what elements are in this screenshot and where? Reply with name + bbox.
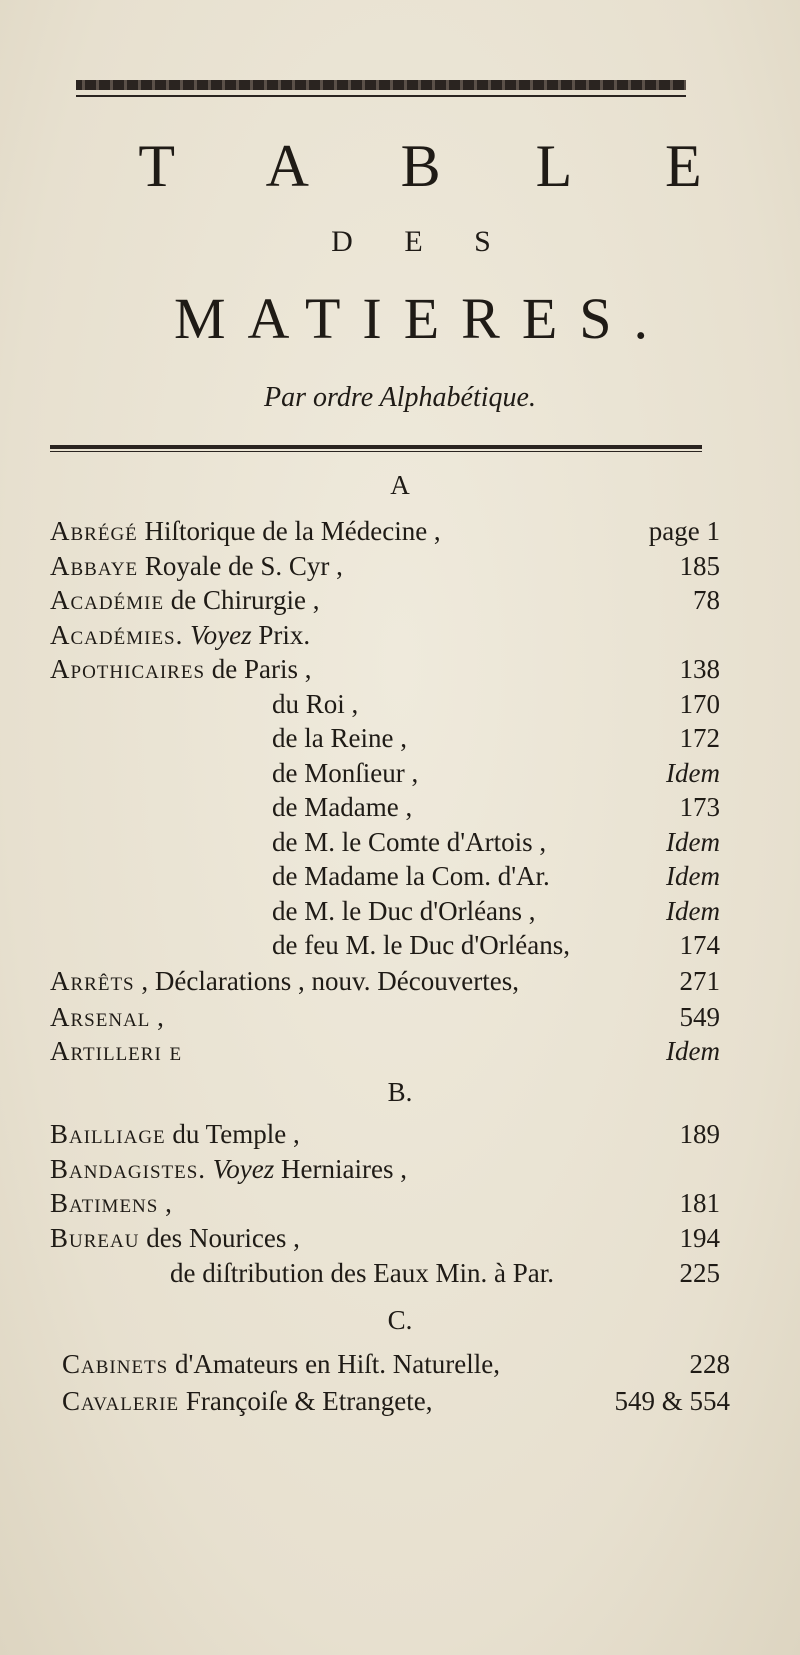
entry-text: , Déclarations , nouv. Découvertes, bbox=[134, 966, 519, 996]
list-item bbox=[62, 1347, 730, 1381]
entry-head: Apothicaires bbox=[50, 654, 206, 684]
entry-text: de la Reine , bbox=[272, 723, 407, 753]
entry-head: Bureau bbox=[50, 1223, 140, 1253]
list-item bbox=[272, 687, 720, 721]
entry-text: Prix. bbox=[251, 620, 311, 650]
entry-page: 225 bbox=[679, 1258, 720, 1288]
entry-head: Cabinets bbox=[62, 1349, 169, 1379]
entry-page: Idem bbox=[666, 896, 720, 926]
entry-head: Académie bbox=[50, 585, 165, 615]
title-des: D E S bbox=[331, 225, 513, 258]
entry-page: 549 bbox=[679, 1002, 720, 1032]
entry-head: Cavalerie bbox=[62, 1386, 180, 1416]
entry-page: Idem bbox=[666, 1036, 720, 1066]
entry-text: du Roi , bbox=[272, 689, 359, 719]
entry-page: 174 bbox=[679, 930, 720, 960]
entry-page: 271 bbox=[679, 966, 720, 996]
entry-head: Académies. bbox=[50, 620, 184, 650]
list-item bbox=[50, 1000, 720, 1034]
list-item bbox=[272, 928, 720, 962]
entry-page: page 1 bbox=[648, 516, 720, 546]
entry-text: de Paris , bbox=[205, 654, 312, 684]
entry-head: Bandagistes. bbox=[50, 1154, 207, 1184]
list-item bbox=[272, 721, 720, 755]
entry-text: de Madame , bbox=[272, 792, 413, 822]
list-item bbox=[50, 514, 720, 548]
entry-page: 170 bbox=[679, 689, 720, 719]
section-letter-b: B. bbox=[387, 1077, 413, 1107]
ornament-rule bbox=[76, 80, 686, 90]
section-letter-a: A bbox=[390, 470, 410, 500]
page-title: T A B L E bbox=[138, 133, 742, 199]
list-item bbox=[50, 1117, 720, 1151]
entry-text: de Monſieur , bbox=[272, 758, 419, 788]
list-item bbox=[272, 756, 720, 790]
entry-head: Arsenal bbox=[50, 1002, 151, 1032]
divider-thin bbox=[50, 451, 702, 452]
entry-text: Royale de S. Cyr , bbox=[138, 551, 343, 581]
list-item bbox=[50, 1034, 720, 1068]
entry-page: Idem bbox=[666, 861, 720, 891]
entry-text: d'Amateurs en Hiſt. Naturelle, bbox=[168, 1349, 500, 1379]
list-item bbox=[50, 964, 720, 998]
ornament-underline bbox=[76, 95, 686, 97]
entry-page: 185 bbox=[679, 551, 720, 581]
entry-page: Idem bbox=[666, 758, 720, 788]
entry-head: Arrêts bbox=[50, 966, 135, 996]
entry-text: de Chirurgie , bbox=[164, 585, 320, 615]
entry-text: , bbox=[158, 1188, 172, 1218]
entry-text: de M. le Comte d'Artois , bbox=[272, 827, 547, 857]
entry-voyez: Voyez bbox=[206, 1154, 275, 1184]
entry-page: 194 bbox=[679, 1223, 720, 1253]
entry-page: 138 bbox=[679, 654, 720, 684]
entry-voyez: Voyez bbox=[183, 620, 252, 650]
entry-text: de Madame la Com. d'Ar. bbox=[272, 861, 550, 891]
entry-text: de M. le Duc d'Orléans , bbox=[272, 896, 536, 926]
entry-head: Artilleri e bbox=[50, 1036, 183, 1066]
entry-page: 173 bbox=[679, 792, 720, 822]
entry-page: Idem bbox=[666, 827, 720, 857]
entry-page: 78 bbox=[693, 585, 720, 615]
list-item bbox=[272, 894, 720, 928]
list-item bbox=[50, 1186, 720, 1220]
entry-text: de feu M. le Duc d'Orléans, bbox=[272, 930, 571, 960]
list-item bbox=[50, 583, 720, 617]
entry-text: des Nourices , bbox=[139, 1223, 300, 1253]
entry-head: Abbaye bbox=[50, 551, 139, 581]
list-item bbox=[272, 790, 720, 824]
entry-page: 228 bbox=[689, 1349, 730, 1379]
list-item bbox=[272, 825, 720, 859]
entry-page: 172 bbox=[679, 723, 720, 753]
entry-text: Herniaires , bbox=[274, 1154, 407, 1184]
section-letter-c: C. bbox=[387, 1305, 413, 1335]
list-item bbox=[170, 1256, 720, 1290]
entry-text: Françoiſe & Etrangete, bbox=[179, 1386, 433, 1416]
entry-page: 549 & 554 bbox=[614, 1386, 730, 1416]
list-item bbox=[50, 652, 720, 686]
divider-thick bbox=[50, 445, 702, 449]
list-item bbox=[50, 549, 720, 583]
entry-head: Bailliage bbox=[50, 1119, 166, 1149]
entry-text: du Temple , bbox=[165, 1119, 300, 1149]
list-item bbox=[50, 618, 720, 652]
list-item bbox=[50, 1221, 720, 1255]
title-matieres: MATIERES. bbox=[173, 286, 671, 351]
entry-text: , bbox=[150, 1002, 164, 1032]
list-item bbox=[272, 859, 720, 893]
list-item bbox=[50, 1152, 720, 1186]
entry-text: de diſtribution des Eaux Min. à Par. bbox=[170, 1258, 554, 1288]
entry-head: Batimens bbox=[50, 1188, 159, 1218]
entry-page: 189 bbox=[679, 1119, 720, 1149]
entry-text: Hiſtorique de la Médecine , bbox=[137, 516, 441, 546]
entry-page: 181 bbox=[679, 1188, 720, 1218]
subtitle: Par ordre Alphabétique. bbox=[264, 382, 536, 413]
list-item bbox=[62, 1384, 730, 1418]
entry-head: Abrégé bbox=[50, 516, 138, 546]
